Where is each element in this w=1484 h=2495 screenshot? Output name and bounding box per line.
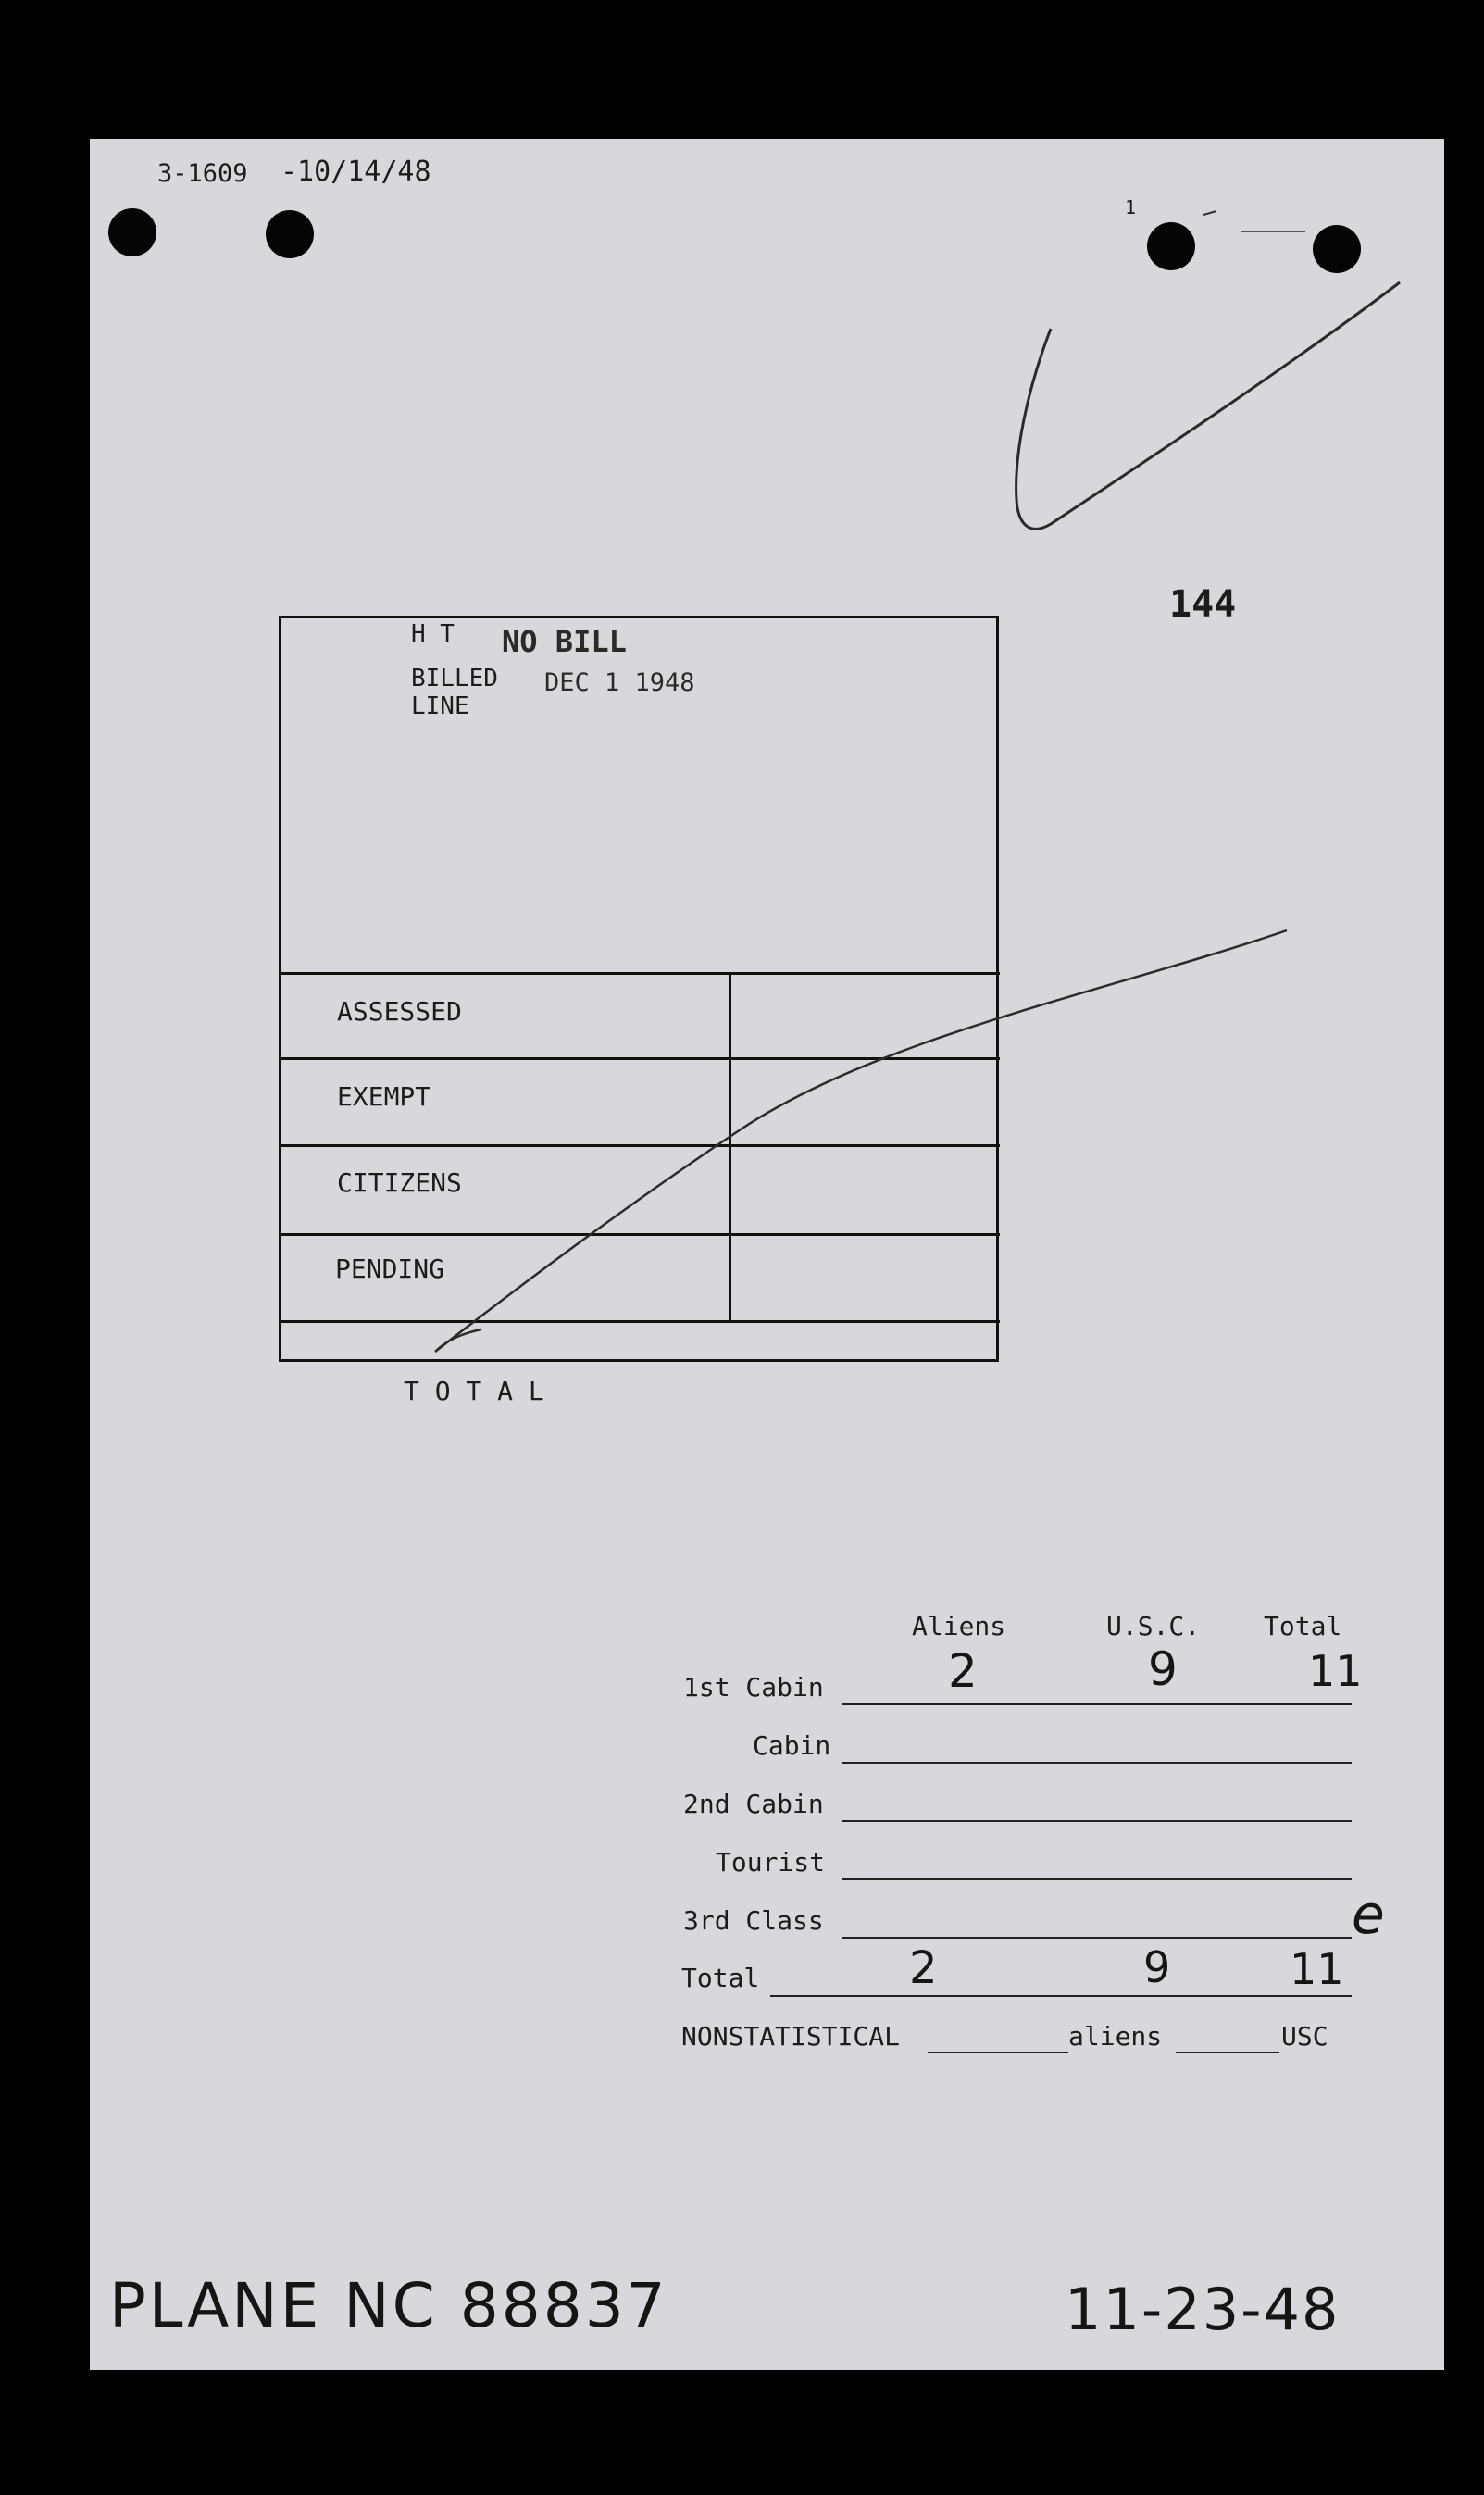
stamp-line-billed: BILLED: [411, 665, 498, 692]
arrival-date: 11-23-48: [1065, 2276, 1341, 2343]
tally-label-total: Total: [681, 1963, 760, 1993]
form-date: -10/14/48: [281, 156, 431, 188]
plane-number: PLANE NC 88837: [109, 2270, 668, 2341]
handwritten-total-total: 11: [1290, 1944, 1344, 1994]
diagonal-strike: [435, 930, 1287, 1352]
nonstat-aliens-label: aliens: [1068, 2021, 1163, 2052]
tally-label-2nd-cabin: 2nd Cabin: [683, 1789, 824, 1819]
column-header-total: Total: [1264, 1611, 1342, 1641]
stamp-line-line: LINE: [411, 692, 469, 720]
corner-mark: 1: [1125, 196, 1137, 218]
checkmark-icon: [1016, 282, 1400, 529]
tally-label-cabin: Cabin: [753, 1730, 831, 1761]
column-header-aliens: Aliens: [912, 1611, 1006, 1641]
row-label-exempt: EXEMPT: [337, 1081, 431, 1112]
column-header-usc: U.S.C.: [1106, 1611, 1201, 1641]
tally-label-3rd-class: 3rd Class: [683, 1905, 824, 1936]
total-label: T O T A L: [404, 1376, 544, 1406]
corner-tick: [1203, 211, 1216, 215]
row-label-pending: PENDING: [335, 1254, 445, 1284]
handwritten-usc-1st: 9: [1148, 1642, 1178, 1696]
handwritten-aliens-total: 2: [909, 1942, 938, 1994]
handwritten-usc-total: 9: [1143, 1942, 1171, 1992]
tally-label-tourist: Tourist: [716, 1847, 826, 1877]
stamp-line-ht: H T: [411, 620, 455, 648]
no-bill-stamp: NO BILL: [502, 624, 627, 659]
nonstat-usc-label: USC: [1281, 2021, 1328, 2052]
row-label-citizens: CITIZENS: [337, 1167, 462, 1198]
margin-mark: e: [1352, 1883, 1385, 1946]
date-stamp: DEC 1 1948: [544, 668, 695, 697]
handwritten-aliens-1st: 2: [948, 1644, 978, 1698]
page-number: 144: [1169, 583, 1237, 626]
form-code: 3-1609: [157, 159, 248, 188]
handwritten-total-1st: 11: [1308, 1646, 1363, 1696]
row-label-assessed: ASSESSED: [337, 996, 462, 1027]
nonstatistical-label: NONSTATISTICAL: [681, 2021, 901, 2052]
tally-label-1st-cabin: 1st Cabin: [683, 1672, 824, 1703]
